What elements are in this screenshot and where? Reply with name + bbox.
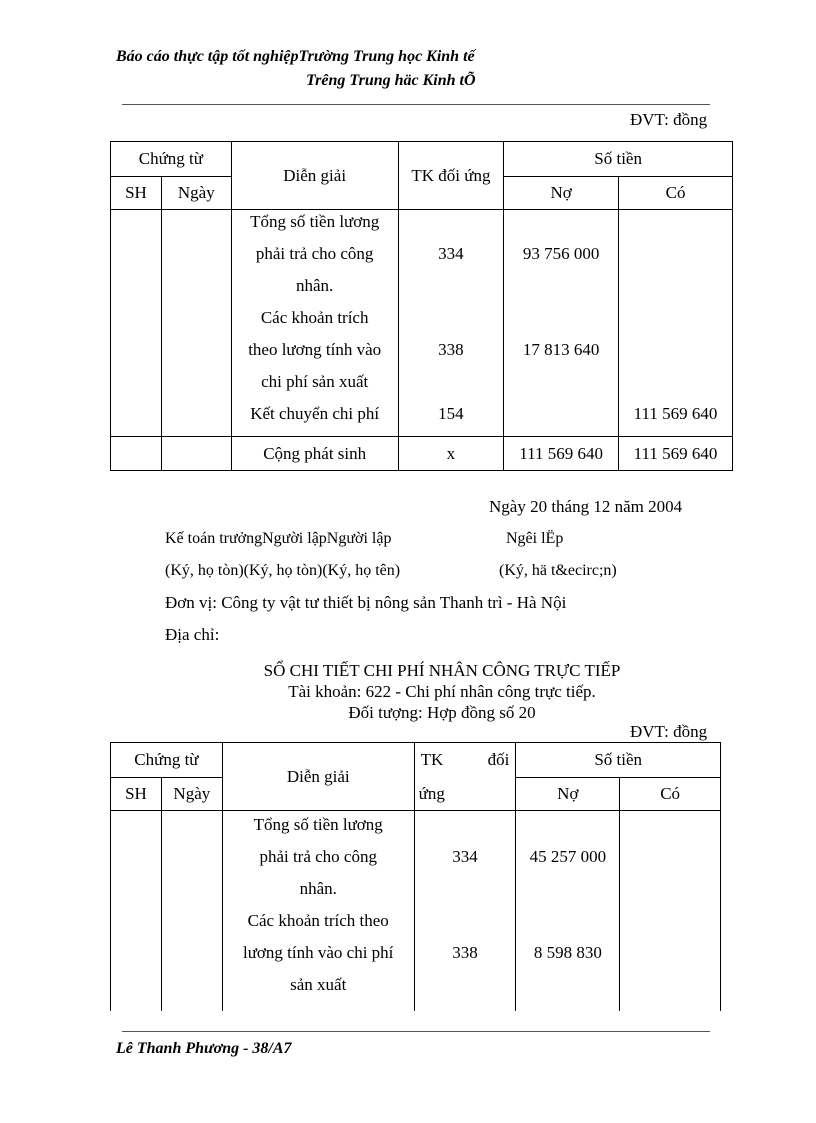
- t2-row1-tk: 334: [452, 847, 478, 866]
- row2-desc-2: theo lương tính vào: [248, 340, 382, 359]
- row1-no: 93 756 000: [522, 244, 600, 263]
- row2-desc-3: chi phí sản xuất: [261, 372, 369, 391]
- total-ngay: [161, 437, 231, 471]
- t2-cell-ngay: [161, 811, 222, 1011]
- col-so-tien: Số tiền: [504, 142, 733, 177]
- row3-desc-1: Kết chuyển chi phí: [250, 404, 380, 423]
- row1-desc-2: phải trả cho công: [255, 244, 374, 263]
- cell-desc: [231, 210, 398, 437]
- t2-cell-tk: [414, 811, 516, 1011]
- sign-note-garbled: (Ký, hä t&ecirc;n): [499, 562, 617, 579]
- cell-sh: [111, 210, 162, 437]
- t2-col-chung-tu: Chứng từ: [111, 743, 223, 778]
- total-sh: [111, 437, 162, 471]
- unit-address: Địa chỉ:: [165, 625, 220, 644]
- sign-roles: Kế toán trưởngNgười lậpNgười lập: [165, 530, 392, 547]
- col-chung-tu: Chứng từ: [111, 142, 232, 177]
- col-sh: SH: [111, 177, 162, 210]
- table-row: [111, 811, 721, 1011]
- t2-row1-desc-3: nhân.: [299, 879, 337, 898]
- t2-col-sh: SH: [111, 778, 162, 811]
- t2-cell-sh: [111, 811, 162, 1011]
- header-divider: [122, 104, 710, 105]
- col-no: Nợ: [504, 177, 619, 210]
- t2-row2-tk: 338: [452, 943, 478, 962]
- t2-col-dien-giai: Diễn giải: [222, 743, 414, 811]
- t2-col-tk-ung: ứng: [414, 778, 516, 811]
- t2-row1-desc-2: phải trả cho công: [259, 847, 377, 866]
- t2-col-so-tien: Số tiền: [516, 743, 721, 778]
- row3-co: 111 569 640: [633, 404, 718, 423]
- row1-desc-3: nhân.: [296, 276, 334, 295]
- t2-cell-desc: [222, 811, 414, 1011]
- table-row: [111, 210, 733, 437]
- footer-divider: [122, 1031, 710, 1032]
- report-header-line1: Báo cáo thực tập tốt nghiệpTrường Trung học Kinh tế: [116, 48, 475, 65]
- ledger2-subject: Đối tượng: Hợp đồng số 20: [348, 703, 536, 722]
- cell-tk: [398, 210, 504, 437]
- row2-tk: 338: [438, 340, 464, 359]
- cell-ngay: [161, 210, 231, 437]
- ledger2-account: Tài khoản: 622 - Chi phí nhân công trực tiếp.: [288, 682, 596, 701]
- t2-row2-desc-1: Các khoản trích theo: [247, 911, 389, 930]
- table2: [110, 742, 721, 1011]
- t2-row2-desc-3: sản xuất: [290, 975, 347, 994]
- table1-unit: ĐVT: đồng: [630, 110, 708, 129]
- total-no: 111 569 640: [504, 437, 619, 471]
- col-dien-giai: Diễn giải: [231, 142, 398, 210]
- t2-cell-co: [620, 811, 721, 1011]
- ledger2-title: SỔ CHI TIẾT CHI PHÍ NHÂN CÔNG TRỰC TIẾP: [263, 661, 621, 680]
- t2-col-co: Có: [620, 778, 721, 811]
- total-desc: Cộng phát sinh: [231, 437, 398, 471]
- sign-date: Ngày 20 tháng 12 năm 2004: [489, 497, 683, 516]
- cell-co: [619, 210, 733, 437]
- t2-col-tk-label: TK: [420, 750, 444, 770]
- row2-desc-1: Các khoản trích: [260, 308, 369, 327]
- col-co: Có: [619, 177, 733, 210]
- sign-note: (Ký, họ tòn)(Ký, họ tòn)(Ký, họ tên): [165, 562, 401, 579]
- report-header-line2: Trêng Trung häc Kinh tÕ: [306, 72, 476, 89]
- total-tk: x: [398, 437, 504, 471]
- t2-col-no: Nợ: [516, 778, 620, 811]
- table-row-total: [111, 437, 733, 471]
- table1: [110, 141, 733, 471]
- row1-desc-1: Tổng số tiền lương: [250, 212, 380, 231]
- unit-name: Đơn vị: Công ty vật tư thiết bị nông sản Thanh trì - Hà Nội: [165, 593, 567, 612]
- t2-cell-no: [516, 811, 620, 1011]
- t2-row2-no: 8 598 830: [533, 943, 602, 962]
- row1-tk: 334: [438, 244, 464, 263]
- sign-roles-garbled: Ngêi lËp: [506, 530, 564, 547]
- t2-row2-desc-2: lương tính vào chi phí: [243, 943, 394, 962]
- t2-col-tk-a: [414, 743, 516, 778]
- cell-no: [504, 210, 619, 437]
- t2-col-tk-doi: đối: [487, 750, 510, 770]
- col-tk: TK đối ứng: [398, 142, 504, 210]
- t2-row1-no: 45 257 000: [529, 847, 607, 866]
- col-ngay: Ngày: [161, 177, 231, 210]
- table2-unit: ĐVT: đồng: [630, 722, 708, 741]
- t2-row1-desc-1: Tổng số tiền lương: [253, 815, 383, 834]
- footer-author: Lê Thanh Phương - 38/A7: [116, 1040, 292, 1057]
- row3-tk: 154: [438, 404, 464, 423]
- t2-col-ngay: Ngày: [161, 778, 222, 811]
- total-co: 111 569 640: [619, 437, 733, 471]
- row2-no: 17 813 640: [522, 340, 600, 359]
